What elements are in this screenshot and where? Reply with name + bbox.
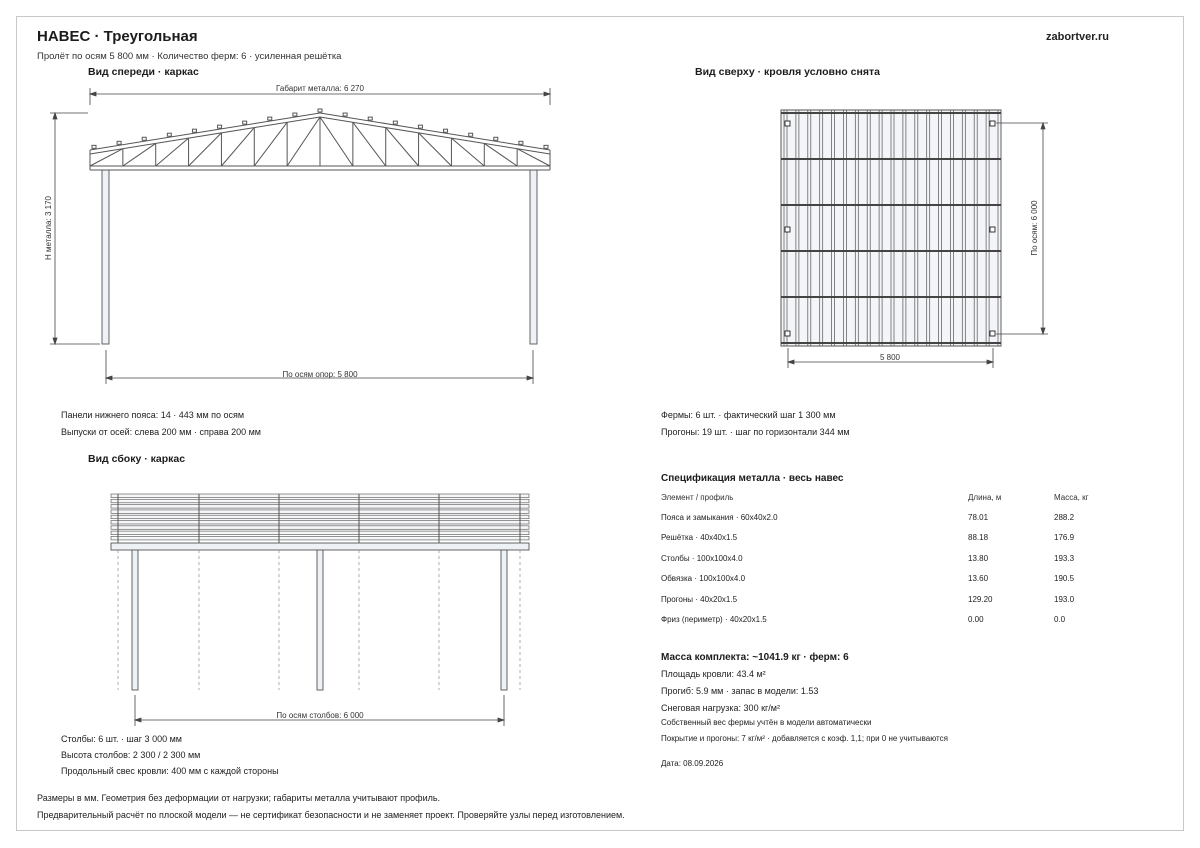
- drawing-subtitle: Пролёт по осям 5 800 мм · Количество ферм: 6 · усиленная решётка: [37, 51, 342, 62]
- spec-header-mass: Масса, кг: [1054, 493, 1089, 502]
- spec-row-name: Фриз (периметр) · 40х20х1.5: [661, 615, 767, 624]
- side-purlin: [111, 536, 529, 540]
- side-purlin: [111, 499, 529, 503]
- front-note-1: Панели нижнего пояса: 14 · 443 мм по осям: [61, 410, 245, 420]
- spec-info-deflection: Прогиб: 5.9 мм · запас в модели: 1.53: [661, 686, 819, 696]
- spec-row-mass: 193.3: [1054, 554, 1075, 563]
- spec-row-length: 13.60: [968, 574, 989, 583]
- side-purlin: [111, 531, 529, 535]
- footer-note-2: Предварительный расчёт по плоской модели — не сертификат безопасности и не заменяет проект. Проверяйте узлы перед изготовлением.: [37, 810, 625, 820]
- top-depth-label: По осям: 6 000: [1030, 200, 1039, 256]
- site-link[interactable]: zabortver.ru: [1046, 31, 1109, 43]
- side-axis-dimension-label: По осям столбов: 6 000: [276, 711, 364, 720]
- spec-row-name: Решётка · 40х40х1.5: [661, 533, 738, 542]
- side-view-title: Вид сбоку · каркас: [88, 453, 186, 465]
- spec-header-element: Элемент / профиль: [661, 493, 734, 502]
- side-purlin: [111, 510, 529, 514]
- side-purlin: [111, 505, 529, 509]
- top-note-2: Прогоны: 19 шт. · шаг по горизонтали 344 мм: [661, 427, 850, 437]
- spec-row-name: Прогоны · 40х20х1.5: [661, 595, 738, 604]
- top-note-1: Фермы: 6 шт. · фактический шаг 1 300 мм: [661, 410, 836, 420]
- spec-date: Дата: 08.09.2026: [661, 759, 724, 768]
- spec-info-roofing: Покрытие и прогоны: 7 кг/м² · добавляется с коэф. 1,1; при 0 не учитываются: [661, 734, 948, 743]
- spec-total: Масса комплекта: ~1041.9 кг · ферм: 6: [661, 652, 849, 663]
- spec-row-length: 0.00: [968, 615, 984, 624]
- spec-row-name: Пояса и замыкания · 60х40х2.0: [661, 513, 778, 522]
- side-note-2: Высота столбов: 2 300 / 2 300 мм: [61, 750, 201, 760]
- top-width-label: 5 800: [879, 353, 901, 362]
- side-note-3: Продольный свес кровли: 400 мм с каждой стороны: [61, 766, 279, 776]
- spec-row-name: Столбы · 100х100х4.0: [661, 554, 743, 563]
- overall-dimension-label: Габарит металла: 6 270: [276, 84, 364, 93]
- top-view-title: Вид сверху · кровля условно снята: [695, 66, 880, 78]
- spec-header-length: Длина, м: [968, 493, 1002, 502]
- spec-title: Спецификация металла · весь навес: [661, 473, 844, 484]
- spec-row-length: 129.20: [968, 595, 993, 604]
- spec-info-self-weight: Собственный вес фермы учтён в модели автоматически: [661, 718, 872, 727]
- front-note-2: Выпуски от осей: слева 200 мм · справа 200 мм: [61, 427, 261, 437]
- spec-row-mass: 190.5: [1054, 574, 1075, 583]
- front-axis-dimension-label: По осям опор: 5 800: [282, 370, 358, 379]
- side-purlin: [111, 494, 529, 498]
- spec-row-name: Обвязка · 100х100х4.0: [661, 574, 746, 583]
- spec-row-mass: 193.0: [1054, 595, 1075, 604]
- spec-row-mass: 176.9: [1054, 533, 1075, 542]
- side-note-1: Столбы: 6 шт. · шаг 3 000 мм: [61, 734, 182, 744]
- side-purlin: [111, 521, 529, 525]
- drawing-title: НАВЕС · Треугольная: [37, 28, 198, 45]
- spec-info-snow: Снеговая нагрузка: 300 кг/м²: [661, 703, 780, 713]
- height-dimension-label: Н металла: 3 170: [44, 196, 53, 260]
- footer-note-1: Размеры в мм. Геометрия без деформации от нагрузки; габариты металла учитывают профиль.: [37, 793, 441, 803]
- side-purlin: [111, 526, 529, 530]
- spec-row-length: 78.01: [968, 513, 989, 522]
- spec-row-length: 88.18: [968, 533, 989, 542]
- spec-row-length: 13.80: [968, 554, 989, 563]
- front-view-title: Вид спереди · каркас: [88, 66, 199, 78]
- side-purlin: [111, 515, 529, 519]
- spec-info-area: Площадь кровли: 43.4 м²: [661, 669, 766, 679]
- spec-row-mass: 288.2: [1054, 513, 1075, 522]
- spec-row-mass: 0.0: [1054, 615, 1066, 624]
